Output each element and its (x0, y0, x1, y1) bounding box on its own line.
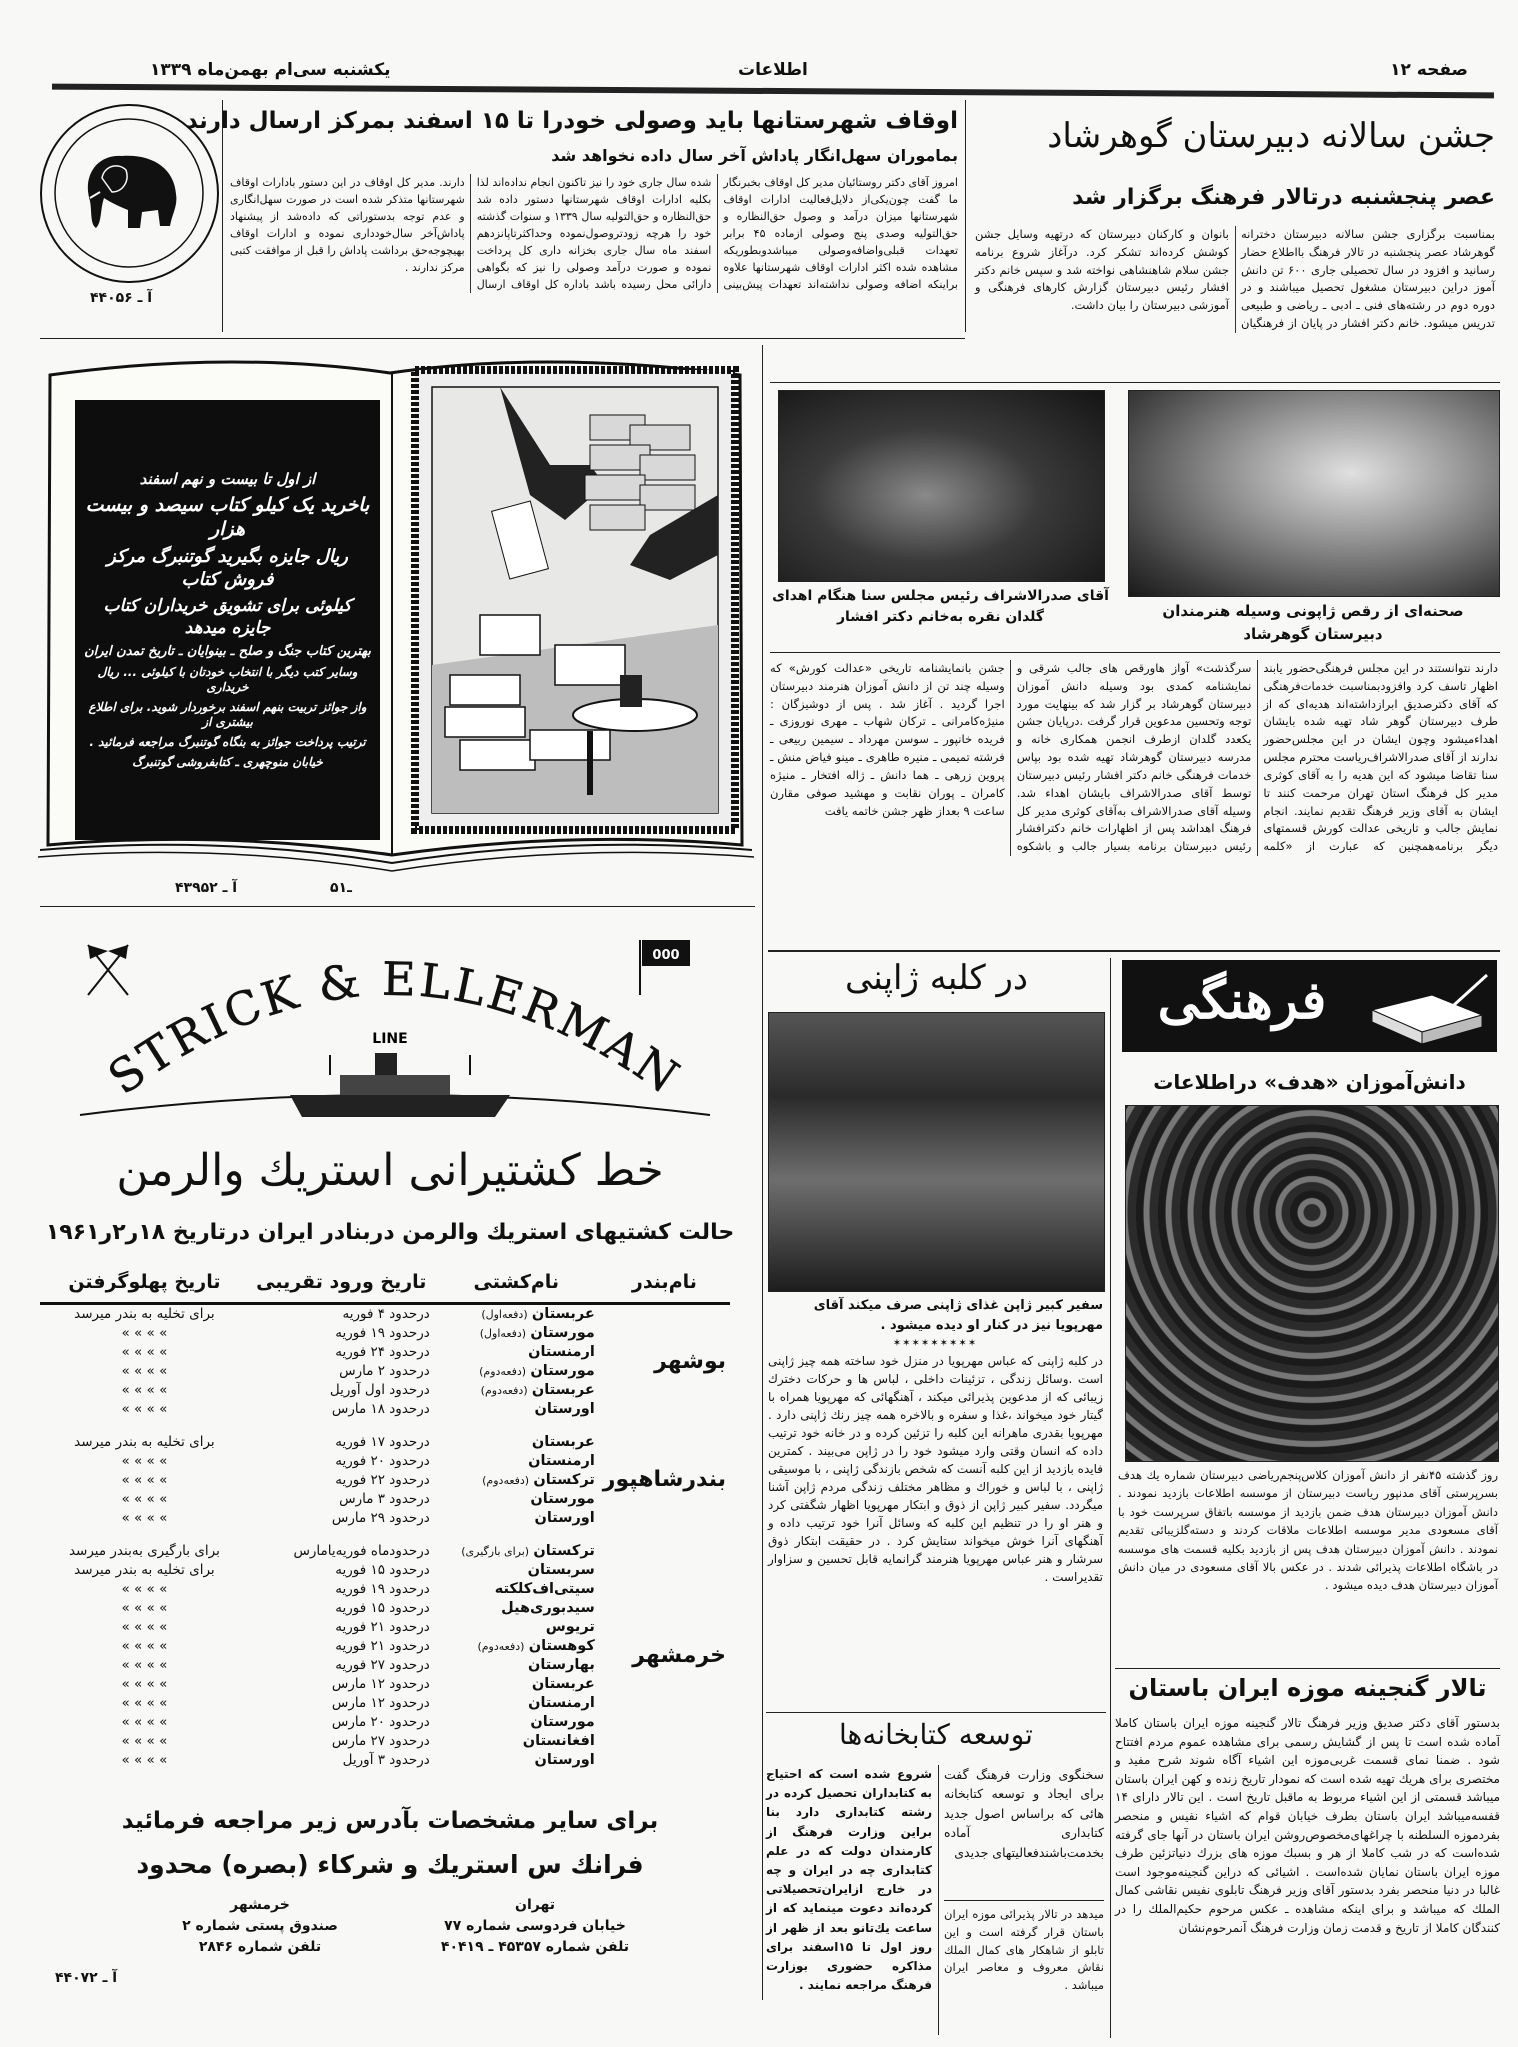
section-rule (40, 338, 965, 339)
awqaf-col3: ارسال دارند. مدیر کل اوقاف در این دستور بادارات اوقاف شهرستانها متذکر شده است در صورت سهل‌انگاری و عدم توجه بدستوراتی که داده‌شد از پیشنهاد پاداش‌آخر سال‌خودداری نموده و ادارات اوقاف بهیچوجه‌حق برداشت پاداش را قبل از موافقت کتبی مرکز ندارند . (230, 176, 506, 292)
ad-line: کیلوئی برای تشویق خریداران کتاب جایزه میدهد (103, 596, 352, 638)
museum-headline: تالار گنجینه موزه ایران باستان (1128, 1674, 1487, 1702)
ad-line: بهترین کتاب جنگ و صلح ـ بینوایان ـ تاریخ تمدن ایران (84, 643, 371, 659)
berth-status: » » » » (121, 1344, 168, 1360)
ship-note: (دفعه‌دوم) (482, 1474, 530, 1487)
section-rule (770, 382, 1500, 383)
berth-status: » » » » (121, 1619, 168, 1635)
awqaf-headline: اوقاف شهرستانها باید وصولی خودرا تا ۱۵ اسفند بمرکز ارسال دارند (185, 108, 958, 134)
shipping-footer: برای سایر مشخصات بآدرس زیر مراجعه فرمائید (121, 1808, 659, 1834)
page-number: صفحه ۱۲ (1390, 60, 1468, 80)
berth-status: » » » » (121, 1695, 168, 1711)
ship-cell (434, 1561, 599, 1580)
flag-text: 000 (652, 948, 680, 963)
ship-name: مورستان (530, 1714, 595, 1730)
gutenberg-book-ad (30, 345, 760, 875)
group-spacer (40, 1528, 730, 1542)
ad-line: واز جوائز تربیت بنهم اسفند برخوردار شوید. برای اطلاع بیشتری از (88, 700, 367, 729)
ship-cell (434, 1580, 599, 1599)
ship-name: مورستان (530, 1363, 595, 1379)
goharshad-headline: جشن سالانه دبیرستان گوهرشاد (1047, 116, 1495, 156)
ship-cell (434, 1713, 599, 1732)
ship-note: (دفعه‌اول) (481, 1308, 528, 1321)
ship-name: عربستان (531, 1434, 595, 1450)
berth-status: برای تخلیه به بندر میرسد (74, 1562, 215, 1578)
ship-name: افغانستان (522, 1733, 595, 1749)
awqaf-subhead: بماموران سهل‌انگار پاداش آخر سال داده نخواهد شد (551, 146, 958, 165)
table-row (40, 1433, 730, 1452)
berth-status: برای تخلیه به بندر میرسد (74, 1434, 215, 1450)
ship-cell (434, 1599, 599, 1618)
port-name: بندرشاهپور (602, 1467, 726, 1493)
ship-note: (دفعه‌دوم) (477, 1640, 525, 1653)
libraries-col-right: سخنگوی وزارت فرهنگ گفت برای ایجاد و توسعه کتابخانه هائی که براساس اصول جدید کتابداری آماده بخدمت‌باشندفعالیتهای جدیدی (944, 1767, 1104, 1860)
arrival-date: درحدود ۱۵ فوریه (335, 1600, 430, 1616)
column-divider (762, 345, 763, 2000)
table-row (40, 1304, 730, 1325)
ship-note: (دفعه‌اول) (479, 1327, 527, 1340)
japan-headline: در کلبه ژاپنی (844, 958, 1029, 998)
hadaf-caption: روز گذشته ۴۵نفر از دانش آموزان کلاس‌پنجم‌ریاضی دبیرستان شماره یك هدف بسرپرستی آقای مدنپور ریاست دبیرستان از موسسه اطلاعات بازدید نمودند . دانش آموزان دبیرستان هدف ضمن بازدید از موسسه باتفاق سرپرست خود با آقای مسعودی مدیر موسسه اطلاعات ملاقات کردند و دسته‌گلزیبائی تقدیم نمودند . دانش آموزان دبیرستان هدف پس از بازدید بکلیه قسمت های موسسه در باشگاه اطلاعات پذیرائی شدند . در عکس بالا آقای مسعودی در میان دانش آموزان دبیرستان هدف دیده میشود . (1118, 1468, 1498, 1593)
spacer-cell (40, 1528, 730, 1542)
strick-ellerman-logo (40, 925, 740, 1135)
photo-caption: آقای صدرالاشراف رئیس مجلس سنا هنگام اهدای گلدان نقره به‌خانم دکتر افشار (772, 588, 1109, 625)
khorramshahr-address (150, 1895, 370, 1958)
arrival-date: درحدود ۲۹ مارس (331, 1510, 430, 1526)
company-name: فرانك س استریك و شرکاء (بصره) محدود (136, 1850, 644, 1879)
ship-cell (434, 1732, 599, 1751)
berth-status: » » » » (121, 1491, 168, 1507)
issue-date: یکشنبه سی‌ام بهمن‌ماه ۱۳۳۹ (150, 60, 391, 80)
ship-cell (434, 1433, 599, 1452)
ship-name: سربستان (527, 1562, 595, 1578)
berth-status: » » » » (121, 1363, 168, 1379)
goharshad-subhead: عصر پنجشنبه درتالار فرهنگ برگزار شد (1072, 185, 1495, 210)
logo-sub: LINE (372, 1031, 408, 1047)
ship-cell (434, 1324, 599, 1343)
book-ad-text (82, 407, 373, 833)
shipping-table (40, 1268, 730, 1770)
ship-cell (434, 1694, 599, 1713)
berth-status: » » » » (121, 1638, 168, 1654)
port-name: بوشهر (654, 1348, 726, 1374)
address-city: تهران (515, 1897, 555, 1913)
hadaf-headline: دانش‌آموزان «هدف» دراطلاعات (1153, 1070, 1466, 1094)
berth-status: » » » » (121, 1382, 168, 1398)
arrival-date: درحدود ۱۲ مارس (331, 1695, 430, 1711)
company-flag-icon (640, 940, 690, 995)
arrival-date: درحدود ۲۴ فوریه (335, 1344, 430, 1360)
arrival-date: درحدود ۲۷ فوریه (335, 1657, 430, 1673)
ship-name: ارمنستان (528, 1453, 595, 1469)
japan-body: در کلبه ژاپنی که عباس مهرپویا در منزل خود ساخته همه چیز ژاپنی است .وسائل زندگی ، تزئینات داخلی ، لباس ها و حرکات دخترك زیبائی که از مدعوین پذیرائی میکند ، آهنگهائی که مهرپویا همراه با گیتار خود میخواند ،غذا و سفره و بالاخره همه چیز رنك ژاپنی دارد . مهرپویا بقدری ماهرانه این کلبه را تزئین کرده و در خانه خود ترتیب داده که انسان وقتی وارد میشود خود را در ژاپن می‌بیند . کمترین فایده بازدید از این کلبه آنست که شخص بازندگی ژاپنی ، با موسیقی ژاپنی ، با لباس و خوراك و مظاهر مختلف زندگی مردم ژاپن آشنا میگردد. سفیر کبیر ژاپن از ذوق و ابتکار مهرپویا اظهار شگفتی کرد و هنر او را در تنظیم این کلبه که وسائل آنرا خود ترتیب داده و آهنگهای آنرا خوش میخواند ستایش کرد . در حقیقت ابتکار ذوق سرشار و هنر عباس مهرپویا هنرمند گرانمایه قابل تحسین و سزاوار تقدیراست . (768, 1354, 1103, 1584)
photo-hadaf-students (1125, 1105, 1499, 1462)
berth-status: » » » » (121, 1453, 168, 1469)
port-name: خرمشهر (632, 1642, 726, 1668)
shipping-subtitle: حالت کشتیهای استریك والرمن دربنادر ایران درتاریخ ۱۸ر۲ر۱۹۶۱ (45, 1220, 735, 1245)
arrival-date: درحدود ۲۱ فوریه (335, 1638, 430, 1654)
header-arrival: تاریخ ورود تقریبی (249, 1268, 434, 1304)
arrival-date: درحدود ۲۷ مارس (331, 1733, 430, 1749)
header-berth: تاریخ پهلوگرفتن (40, 1268, 249, 1304)
berth-status: » » » » (121, 1733, 168, 1749)
berth-status: » » » » (121, 1714, 168, 1730)
arrival-date: درحدود ۱۵ فوریه (335, 1562, 430, 1578)
address-city: خرمشهر (230, 1897, 290, 1913)
shipping-title: خط کشتیرانی استریك والرمن (116, 1145, 664, 1196)
ship-cell (434, 1751, 599, 1770)
arrival-date: درحدود ۳ آوریل (342, 1752, 430, 1768)
arrival-date: درحدود ۱۹ فوریه (335, 1325, 430, 1341)
masthead-rule (52, 84, 1494, 99)
arrival-date: درحدودماه فوریه‌یامارس (293, 1543, 430, 1559)
ornament-divider: ✶✶✶✶✶✶✶✶✶ (892, 1338, 978, 1349)
photo-senate-president (778, 390, 1105, 582)
ship-cell (434, 1362, 599, 1381)
ad-line: ریال جایزه بگیرید گوتنبرگ مرکز فروش کتاب (107, 546, 348, 590)
ship-name: عربستان (531, 1306, 595, 1322)
ship-cell (434, 1490, 599, 1509)
awqaf-body (230, 174, 958, 293)
ship-cell (434, 1343, 599, 1362)
photo-caption: سفیر کبیر ژاپن غذای ژاپنی صرف میکند آقای مهرپویا نیز در کنار او دیده میشود . (813, 1298, 1103, 1333)
ad-code: آ ـ ۴۴۰۷۲ (55, 1970, 118, 1986)
ad-line: از اول تا بیست و نهم اسفند (139, 470, 316, 488)
ship-name: ترکستان (533, 1543, 595, 1559)
ship-name: تریوس (545, 1619, 595, 1635)
berth-status: » » » » (121, 1472, 168, 1488)
berth-status: » » » » (121, 1600, 168, 1616)
logo-text: STRICK & ELLERMAN (98, 951, 691, 1106)
ship-cell (434, 1509, 599, 1528)
section-rule (770, 652, 1500, 653)
ship-note: (دفعه‌دوم) (480, 1384, 528, 1397)
ship-name: اورستان (534, 1510, 595, 1526)
berth-status: » » » » (121, 1581, 168, 1597)
banner-title: فرهنگی (1157, 970, 1327, 1031)
arrival-date: درحدود ۱۲ مارس (331, 1676, 430, 1692)
berth-status: » » » » (121, 1657, 168, 1673)
arrival-date: درحدود ۱۷ فوریه (335, 1434, 430, 1450)
address-phone: تلفن شماره ۲۸۴۶ (198, 1939, 322, 1955)
berth-status: » » » » (121, 1510, 168, 1526)
ship-note: (برای بارگیری) (461, 1545, 530, 1558)
paper-name: اطلاعات (738, 60, 808, 80)
ship-cell (434, 1542, 599, 1561)
column-divider (222, 100, 223, 332)
ship-name: ترکستان (533, 1472, 595, 1488)
ship-name: عربستان (531, 1382, 595, 1398)
ad-line: باخرید یک کیلو کتاب سیصد و بیست هزار (85, 493, 370, 540)
column-divider (965, 100, 966, 332)
berth-status: » » » » (121, 1325, 168, 1341)
group-spacer (40, 1419, 730, 1433)
photo-japanese-dance (1128, 390, 1500, 597)
libraries-headline: توسعه کتابخانه‌ها (839, 1718, 1033, 1751)
table-row (40, 1542, 730, 1561)
photo-japanese-ambassador (768, 1012, 1105, 1292)
header-port: نام‌بندر (599, 1268, 730, 1304)
arrival-date: درحدود ۲۱ فوریه (335, 1619, 430, 1635)
berth-status: » » » » (121, 1676, 168, 1692)
section-rule (768, 950, 1500, 952)
ship-name: سیدبوری‌هیل (501, 1600, 595, 1616)
berth-status: برای تخلیه به بندر میرسد (74, 1306, 215, 1322)
book-pen-icon (1362, 970, 1492, 1048)
berth-status: » » » » (121, 1401, 168, 1417)
ship-name: بهارستان (527, 1657, 595, 1673)
ship-cell (434, 1656, 599, 1675)
ship-cell (434, 1400, 599, 1419)
tehran-address (420, 1895, 650, 1958)
arrival-date: درحدود ۳ مارس (339, 1491, 430, 1507)
ship-cell (434, 1637, 599, 1656)
ship-name: اورستان (534, 1752, 595, 1768)
awqaf-col2: اوقاف شهرستانها دستور داده شد حق‌النظاره و حق‌التولیه سال ۱۳۳۹ و سنوات گذشته خود را هرچه زودتروصول‌نموده وحداکثرتاپانزدهم اسفند ماه سال جاری بخزانه داری کل پرداخت نموده و صورت درآمد وصولی را نیز که بگواهی دارائی محل رسیده باشد باداره کل اوقاف (476, 193, 712, 292)
ship-cell (434, 1618, 599, 1637)
ship-name: عربستان (531, 1676, 595, 1692)
shipping-schedule (40, 1268, 730, 1770)
arrival-date: درحدود ۲۰ مارس (331, 1714, 430, 1730)
ship-name: ارمنستان (528, 1695, 595, 1711)
berth-status: برای بارگیری به‌بندر میرسد (68, 1543, 220, 1559)
ship-name: اورستان (534, 1401, 595, 1417)
ship-name: سیتی‌اف‌کلکته (494, 1581, 595, 1597)
section-rule (1115, 1668, 1500, 1669)
section-rule (40, 906, 755, 907)
goharshad-body: بمناسبت برگزاری جشن سالانه دبیرستان دخترانه گوهرشاد عصر پنجشنبه در تالار فرهنگ بااطلاع حضار رسانید و افزود در سال تحصیلی جاری ۶۰۰ تن دانش آموز دراین دبیرستان مشغول تحصیل میباشند و در دوره دوم در رشته‌های فنی ـ ادبی ـ ریاضی و طبیعی تدریس میشود. خانم دکتر افشار در پایان از فرهنگیان بانوان و کارکنان دبیرستان که درتهیه وسایل جشن کوشش کرده‌اند تشکر کرد. درآغاز شروع برنامه جشن سلام شاهنشاهی نواخته شد و سپس خانم دکتر افشار رئیس دبیرستان گزارش کارهای فرهنگی و آموزشی دبیرستان را بیان داشت. (975, 227, 1495, 331)
spacer-cell (40, 1419, 730, 1433)
ship-cell (434, 1675, 599, 1694)
address-line: صندوق پستی شماره ۲ (182, 1918, 338, 1934)
ship-name: کوهستان (528, 1638, 595, 1654)
ship-cell (434, 1452, 599, 1471)
ad-line: ترتیب پرداخت جوائز به بنگاه گوتنبرگ مراجعه فرمائید . (89, 735, 366, 749)
ship-cell (434, 1471, 599, 1490)
column-divider (1110, 958, 1111, 2038)
museum-body: بدستور آقای دکتر صدیق وزیر فرهنگ تالار گنجینه موزه ایران باستان کاملا آماده شده است تا پس از گشایش رسمی برای مشاهده عموم مردم افتتاح شود . ضمنا نمای قسمت غربی‌موزه این اشیاء آگاه شوند شرح مفید و مختصری برای هریك تهیه شده است که نمودار تاریخ زنده و کهن ایران باستان میباشد قسمتی از این اشیاء مربوط به ماقبل تاریخ است . این تالار دارای ۱۴ قفسه‌میباشد ایران باستان بطرف خیابان قوام‌ که اشیاء نفیس و منحصر بفردموزه السلطنه با چراغهای‌مخصوص‌روشن ایران باستان در آنها جای گرفته شده‌است که در شب کاملا از هر و بسبك موزه های بزرك دنیاتزئین طرف موزه ایران باستان نمایان شده‌است . اشیائی که دراین گنجینه‌موجود است غالبا در دنیا منحصر بفرد بدستور آقای وزیر فرهنگ تابلوی نفیس نقاشی کمال الملك که میباشد و برای اینکه مشاهده ـ عکس مرحوم حکیم‌الملك را در کنندگان کاملا از تاریخ و قدمت زمان وزارت فرهنگ آنمرحوم‌نشان (1115, 1716, 1500, 1935)
ship-name: مورستان (530, 1491, 595, 1507)
header-ship: نام‌کشتی (434, 1268, 599, 1304)
arrival-date: درحدود ۱۹ فوریه (335, 1581, 430, 1597)
address-phone: تلفن شماره ۴۵۳۵۷ ـ ۴۰۴۱۹ (440, 1939, 630, 1955)
section-rule (944, 1900, 1104, 1901)
address-line: خیابان فردوسی شماره ۷۷ (444, 1918, 626, 1934)
ad-code: آ ـ ۴۳۹۵۲ (175, 880, 238, 896)
goharshad-body-continued: دارند نتوانستند در این مجلس فرهنگی‌حضور یابند اظهار تاسف کرد وافزودبمناسبت خدمات‌فرهنگی که آقای دکترصدیق ابرازداشته‌اند هدیه‌ای که از طرف دبیرستان گوهر شاد تهیه شده بایشان اهداءمیشود وچون ایشان در این مجلس‌حضور ندارند از آقای صدرالاشراف‌ریاست محترم مجلس سنا تقاضا میشود که این هدیه را به آقای کوثری مدیر کل فرهنگ استان تهران مرحمت کنند تا ایشان به آقای وزیر فرهنگ تقدیم نمایند. انجام نمایش جالب و تاریخی عدالت کورش قسمتهای دیگر برنامه‌همچنین که عبارت از «کلمه سرگذشت» آواز هاورقص های جالب شرقی و نمایشنامه کمدی بود وسیله دانش آموزان دبیرستان گوهرشاد بر گزار شد که بینهایت مورد توجه وتحسین مدعوین قرار گرفت .درپایان جشن یکعدد گلدان ازطرف انجمن همکاری خانه و مدرسه دبیرستان گوهرشاد تهیه شده بود بپاس خدمات فرهنگی خانم دکتر افشار رئیس دبیرستان توسط آقای صدرالاشراف بایشان اهداء شد. وسیله آقای صدرالاشراف به‌آقای کوثری مدیر کل فرهنگ اهداشد پس از اظهارات خانم دکترافشار رئیس دبیرستان برنامه بسیار جالب و باشکوه جشن بانمایشنامه تاریخی «عدالت کورش» که وسیله چند تن از دانش آموزان هنرمند دبیرستان اجرا گردید . آغاز شد . پس از دوشیزگان : منیژه‌کامرانی ـ ترکان شهاب ـ مهری نوروزی ـ فریده خانپور ـ سوسن مهرداد ـ سیمین ربیعی ـ فرشته تمیمی ـ منیره طاهری ـ مینو فیاض منش ـ پروین زرهی ـ هما دانش ـ ژاله افتخار ـ منیژه کامران ـ پوران نقابت و مهشید صوفی مقارن ساعت ۹ بعداز ظهر جشن خاتمه یافت (770, 661, 1498, 854)
ship-cell (434, 1304, 599, 1325)
ship-cell (434, 1381, 599, 1400)
berth-status: » » » » (121, 1752, 168, 1768)
arrival-date: درحدود ۲۰ فوریه (335, 1453, 430, 1469)
ship-icon (290, 1053, 510, 1117)
ship-name: مورستان (530, 1325, 595, 1341)
farhangi-banner (1122, 960, 1497, 1052)
ad-line: وسایر کتب دیگر با انتخاب خودتان با کیلوئی ... ریال خریداری (97, 665, 358, 694)
arrival-date: درحدود ۲ مارس (339, 1363, 430, 1379)
crossed-flags-icon (88, 945, 128, 995)
ad-line: خیابان منوچهری ـ کتابفروشی گوتنبرگ (132, 755, 323, 769)
museum-continued: میدهد در تالار پذیرائی موزه ایران باستان قرار گرفته است و این تابلو از شاهکار های کمال الملك نقاش معروف و معاصر ایران میباشد . (944, 1907, 1104, 1993)
libraries-col-left: شروع شده است که احتیاج به کتابداران تحصیل کرده در رشته کتابداری دارد بنا براین وزارت فرهنگ از کارمندان دولت که در علم کتابداری چه در ایران و چه در خارج ازایران‌تحصیلاتی کرده‌اند دعوت مینماید که از ساعت یك‌تانو بعد از ظهر از روز اول تا ۱۵اسفند برای مذاکره حضوری بوزارت فرهنگ مراجعه نمایند . (766, 1767, 933, 1993)
awqaf-col1: امروز آقای دکتر روستائیان مدیر کل اوقاف بخبرنگار ما گفت چون‌یکی‌از دلایل‌فعالیت ادارات اوقاف شهرستانها میزان درآمد و وصول حق‌النظاره و حق‌التولیه وصدی پنج وصولی ازماده ۴۵ برابر تعهدات قبلی‌واضافه‌وصولی میباشدوبطوریکه مشاهده شده اکثر ادارات اوقاف شهرستانها علاوه براینکه اضافه وصولی نداشته‌اند تعهدات پیش‌بینی شده سال جاری خود را نیز تاکنون انجام نداده‌اند لذا بکلیه ادارات (476, 176, 958, 292)
ship-name: ارمنستان (528, 1344, 595, 1360)
photo-caption: صحنه‌ای از رقص ژاپونی وسیله هنرمندان دبیرستان گوهرشاد (1162, 602, 1464, 643)
column-divider (938, 1765, 939, 2035)
section-rule (766, 1712, 1106, 1713)
ad-code: ۵ـ۱ (330, 880, 352, 896)
ship-note: (دفعه‌دوم) (479, 1365, 527, 1378)
arrival-date: درحدود ۱۸ مارس (331, 1401, 430, 1417)
arrival-date: درحدود ۲۲ فوریه (335, 1472, 430, 1488)
arrival-date: درحدود اول آوریل (329, 1382, 430, 1398)
arrival-date: درحدود ۴ فوریه (342, 1306, 430, 1322)
ad-code: آ ـ ۴۴۰۵۶ (90, 290, 153, 306)
